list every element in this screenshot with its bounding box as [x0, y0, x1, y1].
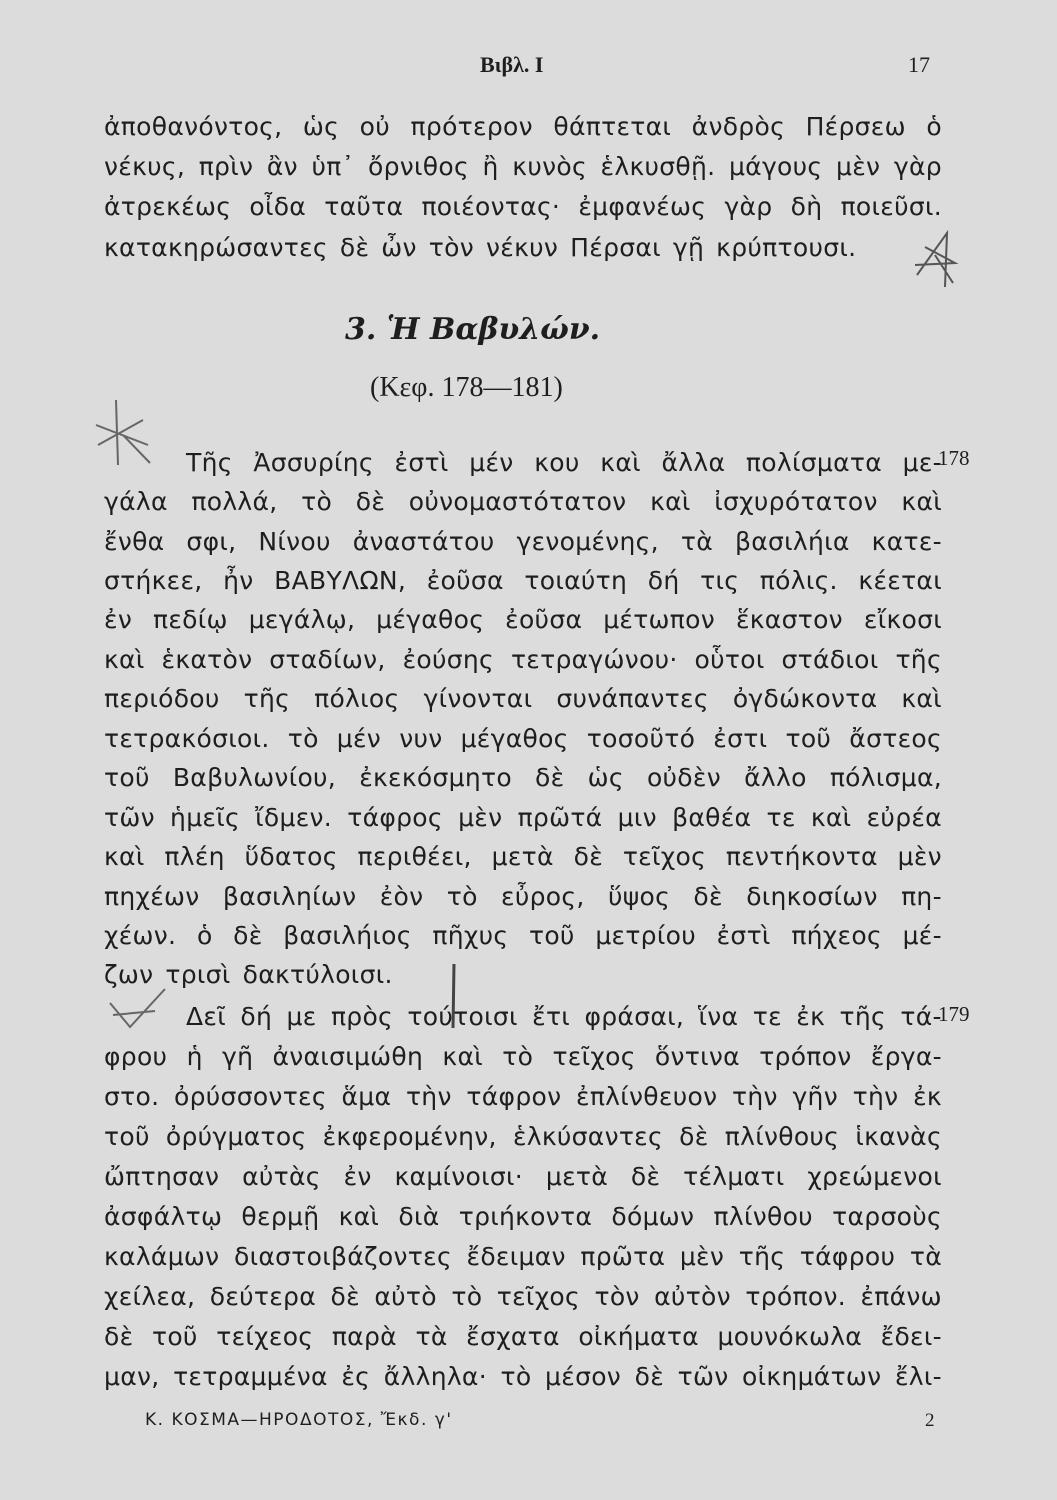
text-line: [104, 882, 942, 911]
text-line: [186, 448, 942, 477]
word: νυν: [399, 724, 443, 753]
word: τῆς: [243, 684, 291, 713]
word: τὴν: [405, 1082, 452, 1111]
word: βασιλήια: [734, 527, 850, 556]
word: ἔδει-: [880, 1322, 942, 1351]
word: μουνόκωλα: [717, 1322, 863, 1351]
word: γενομένης,: [516, 527, 659, 556]
text-line: [104, 645, 942, 674]
word: ἀτρεκέως: [104, 192, 232, 221]
word: μὲν: [458, 803, 503, 832]
word: ὀγδώκοντα: [732, 684, 878, 713]
word: ΒΑΒΥΛΩΝ,: [274, 566, 407, 595]
word: μέν: [469, 448, 514, 477]
word: νέκυν: [486, 233, 559, 262]
word: τετραγώνου·: [510, 645, 678, 674]
text-line: [104, 803, 942, 832]
word: ἔδειμαν: [466, 1242, 566, 1271]
word: φρου: [104, 1042, 168, 1071]
word: στο.: [104, 1082, 160, 1111]
word: ἄλλα: [661, 448, 726, 477]
word: ἦν: [223, 566, 254, 595]
word: θερμῇ: [241, 1202, 320, 1231]
page-number: 17: [908, 52, 930, 77]
word: δὲ: [104, 1322, 134, 1351]
word: οὐ: [359, 112, 391, 141]
word: συνάπαντες: [556, 684, 709, 713]
word: ἀποθανόντος,: [104, 112, 283, 141]
word: τὸ: [500, 1362, 532, 1391]
word: δὲ: [233, 921, 263, 950]
word: μετὰ: [491, 842, 554, 871]
word: τάφρος: [347, 803, 443, 832]
word: ὡς: [302, 112, 340, 141]
word: τὴν: [732, 1082, 778, 1111]
word: χέων.: [104, 921, 177, 950]
word: ὄρνιθος: [368, 152, 469, 181]
word: αὐτὰς: [242, 1162, 321, 1191]
word: Πέρσεω: [805, 112, 906, 141]
word: ταῦτα: [324, 192, 404, 221]
word: ἑλκυσθῇ.: [600, 152, 716, 181]
word: τὸ: [301, 487, 333, 516]
word: μέ-: [902, 921, 942, 950]
word: ὡς: [587, 763, 624, 792]
word: ἑλκύσαντες: [512, 1122, 663, 1151]
word: πῆχυς: [432, 921, 509, 950]
word: ἄστεος: [849, 724, 942, 753]
word: μέτωπον: [603, 605, 716, 634]
word: ὑπ᾽: [311, 152, 355, 181]
word: δὲ: [535, 763, 565, 792]
pencil-check-mark: [105, 985, 175, 1035]
word: τῆς: [738, 1242, 786, 1271]
word: τεῖχος: [552, 1042, 636, 1071]
word: δὲ: [679, 1122, 709, 1151]
word: μέγαθος: [376, 605, 485, 634]
word: καὶ: [810, 803, 852, 832]
word: ἅμα: [341, 1082, 392, 1111]
text-line: [104, 1162, 942, 1191]
word: μέγαθος: [460, 724, 569, 753]
word: παρὰ: [331, 1322, 397, 1351]
word: πόλιος: [314, 684, 400, 713]
word: οἶδα: [249, 192, 307, 221]
word: δὲ: [634, 1362, 665, 1391]
word: ἐστι: [713, 724, 768, 753]
word: ἀναστάτου: [352, 527, 495, 556]
chapter-margin-number: 178: [938, 446, 970, 470]
text-line: [104, 1282, 942, 1311]
word: μαν,: [104, 1362, 160, 1391]
word: μάγους: [728, 152, 823, 181]
word: αὐτὸ: [374, 1282, 437, 1311]
word: ἐοῦσα: [426, 566, 504, 595]
word: πλίνθου: [713, 1202, 813, 1231]
word: ὤπτησαν: [104, 1162, 220, 1191]
word: ἐς: [341, 1362, 371, 1391]
word: με-: [902, 448, 942, 477]
word: ἐοῦσα: [505, 605, 583, 634]
word: καὶ: [104, 645, 145, 674]
word: κατακηρώσαντες: [104, 233, 328, 262]
word: τεῖχος: [622, 842, 707, 871]
word: τε: [766, 803, 796, 832]
word: ἀνδρὸς: [691, 112, 786, 141]
text-line: [104, 684, 942, 713]
word: κρύπτουσι.: [716, 233, 857, 262]
word: καὶ: [901, 487, 942, 516]
word: φράσαι,: [584, 1002, 685, 1031]
word: τεῖχος: [496, 1282, 580, 1311]
word: κου: [534, 448, 580, 477]
text-line: [104, 1202, 942, 1231]
word: μὲν: [679, 1242, 725, 1271]
word: ὅντινα: [654, 1042, 740, 1071]
text-line: [104, 724, 942, 753]
word: τρόπον.: [745, 1282, 846, 1311]
word: Νίνου: [258, 527, 331, 556]
text-line: [104, 1322, 942, 1351]
word: γῆν: [792, 1082, 838, 1111]
word: αὐτὸν: [654, 1282, 731, 1311]
text-line: [104, 605, 942, 634]
word: εὐρέα: [866, 803, 942, 832]
word: οἰκημάτων: [742, 1362, 882, 1391]
text-line: [104, 921, 942, 950]
word: πρὶν: [198, 152, 254, 181]
text-line: [104, 152, 942, 181]
word: οὗτοι: [694, 645, 765, 674]
word: Δεῖ: [186, 1002, 226, 1031]
signature-number: 2: [925, 1410, 935, 1431]
word: ἐμφανέως: [578, 192, 707, 221]
word: δὲ: [573, 842, 604, 871]
word: ἢ: [482, 152, 499, 181]
word: ἐπάνω: [860, 1282, 942, 1311]
pencil-vertical-mark: [448, 962, 460, 1032]
word: ἔνθα: [104, 527, 165, 556]
word: ἱκανὰς: [855, 1122, 942, 1151]
word: διαστοιβάζοντες: [234, 1242, 452, 1271]
word: τῶν: [104, 803, 155, 832]
word: ἐστὶ: [394, 448, 449, 477]
word: μὲν: [897, 842, 942, 871]
word: δὲ: [693, 882, 723, 911]
word: πρῶτα: [580, 1242, 666, 1271]
word: μέν: [336, 724, 382, 753]
word: πολίσματα: [745, 448, 882, 477]
word: τάφρον: [466, 1082, 562, 1111]
word: τοῦ: [104, 1122, 150, 1151]
word: γίνονται: [423, 684, 533, 713]
text-line: [104, 763, 942, 792]
word: τρισὶ: [165, 960, 231, 989]
word: δὲ: [630, 1162, 661, 1191]
word: πη-: [901, 882, 942, 911]
word: τὰ: [909, 1242, 942, 1271]
word: ἐκ: [796, 1002, 826, 1031]
word: τά-: [900, 1002, 942, 1031]
text-line: [104, 1042, 942, 1071]
word: τὸ: [446, 882, 478, 911]
word: ἐκ: [913, 1082, 942, 1111]
word: καμίνοισι·: [394, 1162, 524, 1191]
word: τὸ: [287, 724, 319, 753]
word: πόλις.: [759, 566, 838, 595]
word: ζων: [104, 960, 154, 989]
word: ἐὸν: [379, 882, 424, 911]
word: με: [286, 1002, 317, 1031]
word: κυνὸς: [512, 152, 587, 181]
word: στήκεε,: [104, 566, 203, 595]
word: ἐν: [343, 1162, 372, 1191]
word: γὰρ: [893, 152, 942, 181]
text-line: [104, 112, 942, 141]
word: γὰρ: [724, 192, 773, 221]
word: τις: [700, 566, 740, 595]
word: ἂν: [266, 152, 298, 181]
word: καὶ: [901, 684, 942, 713]
word: τὰ: [415, 1322, 448, 1351]
word: τείχεος: [216, 1322, 314, 1351]
word: στάδιοι: [781, 645, 879, 674]
word: καλάμων: [104, 1242, 220, 1271]
word: πλίνθους: [724, 1122, 840, 1151]
word: τετραμμένα: [173, 1362, 328, 1391]
word: οὐδὲν: [646, 763, 721, 792]
word: βασιληίων: [222, 882, 357, 911]
word: καὶ: [600, 448, 641, 477]
word: τῶν: [677, 1362, 729, 1391]
word: περιόδου: [104, 684, 220, 713]
word: καὶ: [650, 487, 691, 516]
word: ὀρύσσοντες: [174, 1082, 327, 1111]
word: πρότερον: [410, 112, 533, 141]
word: δόμων: [611, 1202, 695, 1231]
word: μιν: [617, 803, 657, 832]
word: τοῦ: [528, 921, 575, 950]
word: διὰ: [398, 1202, 440, 1231]
pencil-star-mark: [88, 395, 168, 475]
word: ἐν: [104, 605, 133, 634]
word: μεγάλῳ,: [248, 605, 356, 634]
word: τὸ: [502, 1042, 534, 1071]
word: ἐστὶ: [716, 921, 771, 950]
word: τέλματι: [683, 1162, 785, 1191]
word: ἡ: [186, 1042, 203, 1071]
word: ἔργα-: [870, 1042, 942, 1071]
word: ἄλληλα·: [383, 1362, 487, 1391]
text-line: [104, 960, 942, 989]
word: διηκοσίων: [746, 882, 878, 911]
word: τρόπον: [759, 1042, 852, 1071]
section-subtitle: (Κεφ. 178—181): [370, 372, 563, 403]
word: τὸν: [594, 1282, 640, 1311]
text-line: [104, 842, 942, 871]
text-line: [104, 487, 942, 516]
word: ἔτι: [532, 1002, 571, 1031]
word: πόλισμα,: [829, 763, 942, 792]
word: τοῦ: [785, 724, 832, 753]
word: σταδίων,: [269, 645, 386, 674]
word: δή: [647, 566, 680, 595]
section-title: 3. Ἡ Βαβυλών.: [345, 312, 601, 347]
text-line: [104, 1122, 942, 1151]
word: δὲ: [330, 1282, 360, 1311]
word: Ἀσσυρίης: [253, 448, 374, 477]
word: καὶ: [104, 842, 145, 871]
word: εὖρος,: [501, 882, 585, 911]
text-line: [104, 1082, 942, 1111]
word: χείλεα,: [104, 1282, 196, 1311]
word: τῆς: [895, 645, 942, 674]
pencil-star-mark: [905, 225, 965, 295]
word: τῆς: [839, 1002, 887, 1031]
word: περιθέει,: [357, 842, 472, 871]
word: δὲ: [355, 487, 386, 516]
word: ἐκφερομένην,: [322, 1122, 497, 1151]
word: πεδίῳ: [153, 605, 228, 634]
word: πολλά,: [191, 487, 278, 516]
word: ἄλλο: [744, 763, 807, 792]
text-line: [104, 192, 942, 221]
word: τὸν: [428, 233, 474, 262]
chapter-margin-number: 179: [938, 1002, 970, 1026]
word: ἡμεῖς: [170, 803, 240, 832]
word: πλέη: [164, 842, 225, 871]
word: Τῆς: [186, 448, 233, 477]
word: σφι,: [186, 527, 237, 556]
word: ἀσφάλτῳ: [104, 1202, 223, 1231]
word: καὶ: [338, 1202, 380, 1231]
word: θάπτεται: [553, 112, 672, 141]
word: δακτύλοισι.: [242, 960, 393, 989]
word: ὁ: [196, 921, 213, 950]
text-line: [104, 566, 942, 595]
word: εἴκοσι: [863, 605, 942, 634]
text-line: [104, 1362, 942, 1391]
word: δεύτερα: [209, 1282, 317, 1311]
text-line: [104, 233, 942, 262]
word: ἀναισιμώθη: [272, 1042, 424, 1071]
word: ποιεῦσι.: [840, 192, 942, 221]
word: οἰκήματα: [578, 1322, 699, 1351]
footer-signature: Κ. ΚΟΣΜΑ—ΗΡΟΔΟΤΟΣ, Ἔκδ. γ': [145, 1410, 453, 1430]
word: νέκυς,: [104, 152, 186, 181]
word: τάφρου: [799, 1242, 896, 1271]
word: ὁ: [926, 112, 942, 141]
word: ποιέοντας·: [421, 192, 561, 221]
word: τούτοισι: [407, 1002, 518, 1031]
word: γῇ: [672, 233, 705, 262]
word: ἑκατὸν: [161, 645, 253, 674]
word: ἰσχυρότατον: [714, 487, 878, 516]
text-line: [104, 1242, 942, 1271]
word: βαθέα: [672, 803, 752, 832]
word: δή: [240, 1002, 273, 1031]
word: βασιλήιος: [283, 921, 412, 950]
word: ὕψος: [607, 882, 671, 911]
word: πρὸς: [330, 1002, 394, 1031]
word: πήχεος: [791, 921, 882, 950]
word: πρῶτά: [517, 803, 603, 832]
word: ἐούσης: [402, 645, 495, 674]
word: οὐνομαστότατον: [408, 487, 627, 516]
word: τὸ: [451, 1282, 483, 1311]
word: μέσον: [545, 1362, 622, 1391]
word: μετὰ: [545, 1162, 609, 1191]
word: ἵνα: [698, 1002, 739, 1031]
word: ἔσχατα: [466, 1322, 560, 1351]
word: ὀρύγματος: [165, 1122, 307, 1151]
word: ἔλι-: [894, 1362, 942, 1391]
word: δὲ: [339, 233, 370, 262]
word: ἴδμεν.: [255, 803, 333, 832]
word: γῆ: [221, 1042, 254, 1071]
word: κατε-: [871, 527, 942, 556]
word: καὶ: [442, 1042, 483, 1071]
word: ἐκεκόσμητο: [359, 763, 512, 792]
word: χρεώμενοι: [807, 1162, 942, 1191]
word: τριήκοντα: [458, 1202, 593, 1231]
word: τετρακόσιοι.: [104, 724, 270, 753]
text-line: [104, 527, 942, 556]
word: γάλα: [104, 487, 168, 516]
word: Βαβυλωνίου,: [172, 763, 337, 792]
word: ὦν: [381, 233, 417, 262]
word: μὲν: [835, 152, 881, 181]
text-line: [186, 1002, 942, 1031]
word: τοσοῦτό: [586, 724, 696, 753]
word: δὴ: [790, 192, 823, 221]
word: τοιαύτη: [524, 566, 628, 595]
word: τὰ: [680, 527, 714, 556]
running-header-title: Βιβλ. Ι: [480, 52, 544, 77]
word: ἕκαστον: [735, 605, 843, 634]
word: τοῦ: [104, 763, 150, 792]
word: πεντήκοντα: [725, 842, 878, 871]
word: πηχέων: [104, 882, 200, 911]
word: Πέρσαι: [570, 233, 661, 262]
word: τὴν: [852, 1082, 899, 1111]
word: μετρίου: [595, 921, 696, 950]
word: τε: [752, 1002, 782, 1031]
word: κέεται: [858, 566, 942, 595]
word: τοῦ: [151, 1322, 198, 1351]
word: ταρσοὺς: [832, 1202, 942, 1231]
word: ὕδατος: [244, 842, 338, 871]
word: ἐπλίνθευον: [576, 1082, 718, 1111]
